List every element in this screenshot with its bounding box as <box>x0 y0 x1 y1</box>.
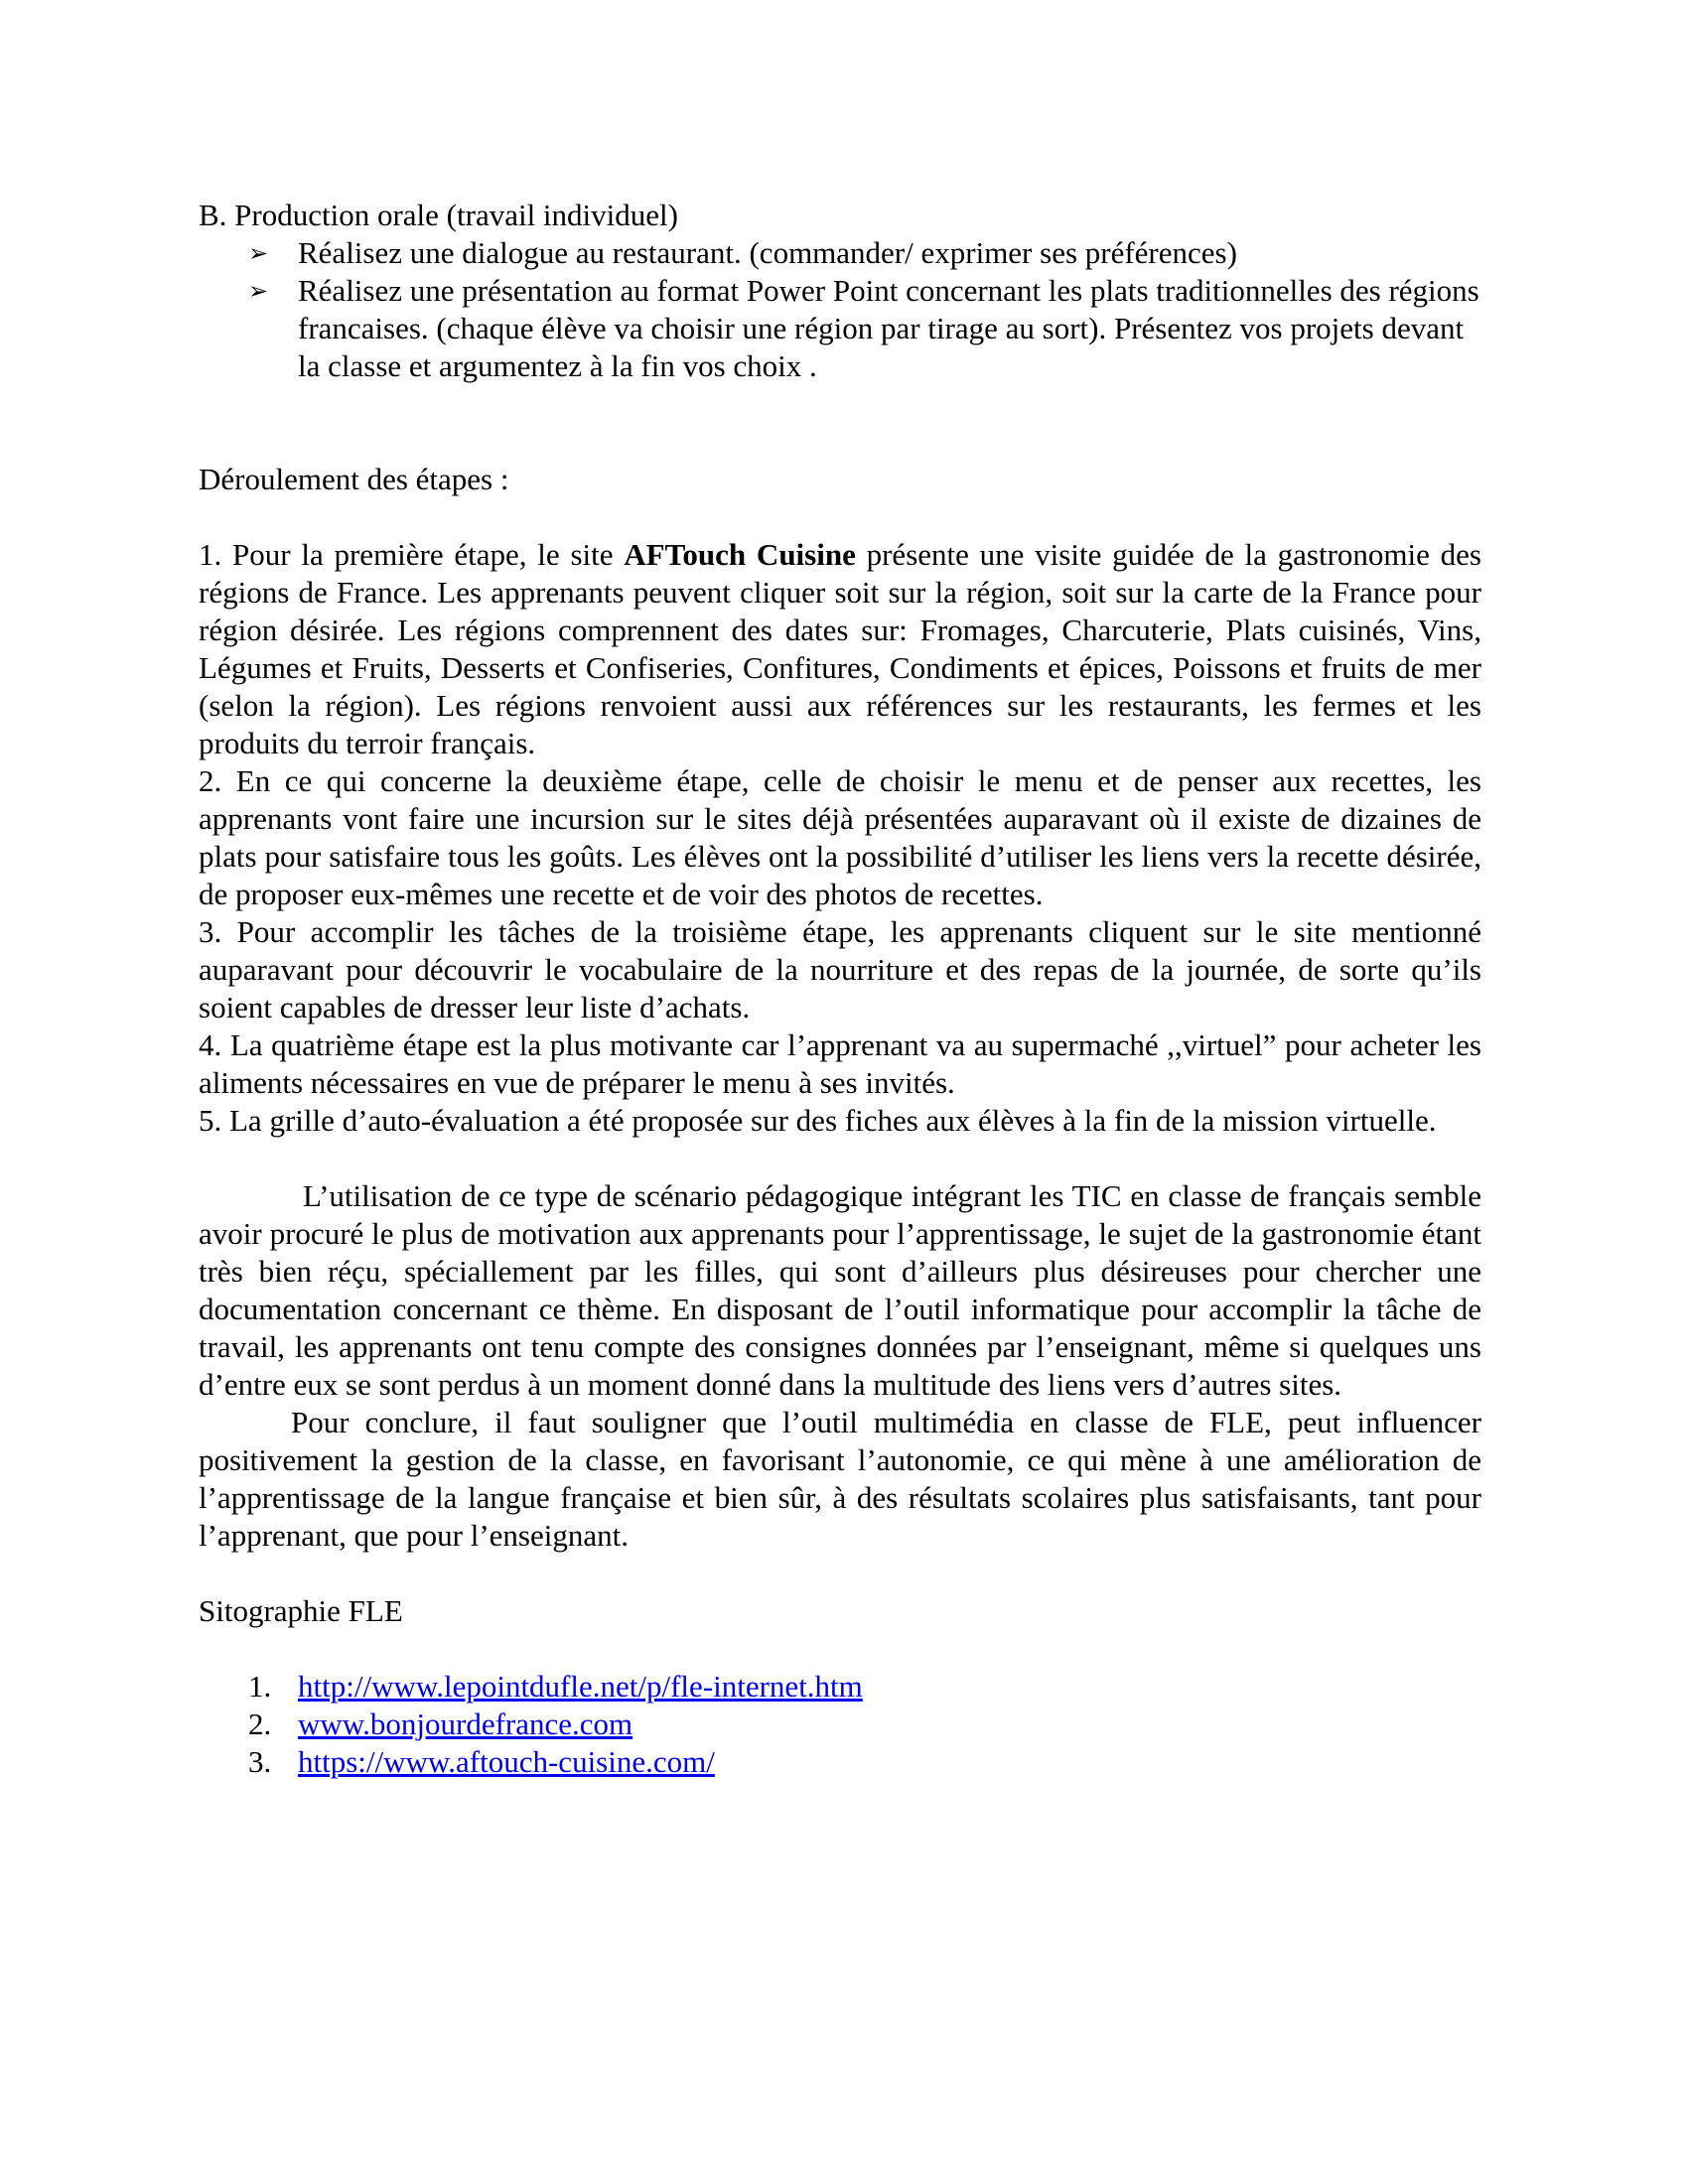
site-name: AFTouch Cuisine <box>624 537 856 572</box>
conclusion-paragraph-1: L’utilisation de ce type de scénario pédagogique intégrant les TIC en classe de français semble avoir procuré le plus de motivation aux apprenants pour l’apprentissage, le sujet de la gastronomie étant très bien réçu, spéciallement par les filles, qui sont d’ailleurs plus désireuses pour chercher une documentation concernant ce thème. En disposant de l’outil informatique pour accomplir la tâche de travail, les apprenants ont tenu compte des consignes données par l’enseignant, même si quelques uns d’entre eux se sont perdus à un moment donné dans la multitude des liens vers d’autres sites. <box>199 1178 1481 1402</box>
document-page <box>199 197 1481 1781</box>
step-1-suffix: présente une visite guidée de la gastronomie des régions de France. Les apprenants peuvent cliquer soit sur la région, soit sur la carte de la France pour région désirée. Les régions comprennent des dates sur: Fromages, Charcuterie, Plats cuisinés, Vins, Légumes et Fruits, Desserts et Confiseries, Confitures, Condiments et épices, Poissons et fruits de mer (selon la région). Les régions renvoient aussi aux références sur les restaurants, les fermes et les produits du terroir français. <box>199 537 1481 760</box>
list-item <box>248 1706 1481 1743</box>
bullet-text: Réalisez une dialogue au restaurant. (commander/ exprimer ses préférences) <box>298 235 1237 270</box>
bullet-item <box>248 234 1481 272</box>
sitography-link-lepointdufle[interactable]: http://www.lepointdufle.net/p/fle-internet.htm <box>298 1669 863 1704</box>
step-1-paragraph <box>199 536 1481 762</box>
step-2-paragraph: 2. En ce qui concerne la deuxième étape, celle de choisir le menu et de penser aux recettes, les apprenants vont faire une incursion sur le sites déjà présentées auparavant où il existe de dizaines de plats pour satisfaire tous les goûts. Les élèves ont la possibilité d’utiliser les liens vers la recette désirée, de proposer eux-mêmes une recette et de voir des photos de recettes. <box>199 763 1481 911</box>
link-number: 2. <box>248 1706 272 1741</box>
link-number: 1. <box>248 1669 272 1704</box>
step-1-prefix: 1. Pour la première étape, le site <box>199 537 625 572</box>
step-3-paragraph: 3. Pour accomplir les tâches de la troisième étape, les apprenants cliquent sur le site mentionné auparavant pour découvrir le vocabulaire de la nourriture et des repas de la journée, de sorte qu’ils soient capables de dresser leur liste d’achats. <box>199 914 1481 1024</box>
section-b-bullet-list <box>199 234 1481 385</box>
step-5-paragraph: 5. La grille d’auto-évaluation a été proposée sur des fiches aux élèves à la fin de la mission virtuelle. <box>199 1103 1437 1138</box>
sitography-link-bonjourdefrance[interactable]: www.bonjourdefrance.com <box>298 1706 633 1741</box>
sitography-link-list <box>199 1668 1481 1781</box>
list-item <box>248 1743 1481 1781</box>
sitography-link-aftouch-cuisine[interactable]: https://www.aftouch-cuisine.com/ <box>298 1744 715 1779</box>
conclusion-paragraph-2: Pour conclure, il faut souligner que l’outil multimédia en classe de FLE, peut influencer positivement la gestion de la classe, en favorisant l’autonomie, ce qui mène à une amélioration de l’apprentissage de la langue française et bien sûr, à des résultats scolaires plus satisfaisants, tant pour l’apprenant, que pour l’enseignant. <box>199 1405 1481 1553</box>
section-b-heading: B. Production orale (travail individuel) <box>199 198 678 232</box>
steps-heading: Déroulement des étapes : <box>199 462 509 496</box>
list-item <box>248 1668 1481 1706</box>
link-number: 3. <box>248 1744 272 1779</box>
arrowhead-bullet-icon: ➢ <box>248 277 269 305</box>
sitography-heading: Sitographie FLE <box>199 1593 403 1628</box>
bullet-item <box>248 272 1481 385</box>
arrowhead-bullet-icon: ➢ <box>248 239 269 267</box>
step-4-paragraph: 4. La quatrième étape est la plus motivante car l’apprenant va au supermaché ,,virtuel” pour acheter les aliments nécessaires en vue de préparer le menu à ses invités. <box>199 1027 1481 1100</box>
bullet-text: Réalisez une présentation au format Power Point concernant les plats traditionnelles des régions francaises. (chaque élève va choisir une région par tirage au sort). Présentez vos projets devant la classe et argumentez à la fin vos choix . <box>298 273 1479 383</box>
